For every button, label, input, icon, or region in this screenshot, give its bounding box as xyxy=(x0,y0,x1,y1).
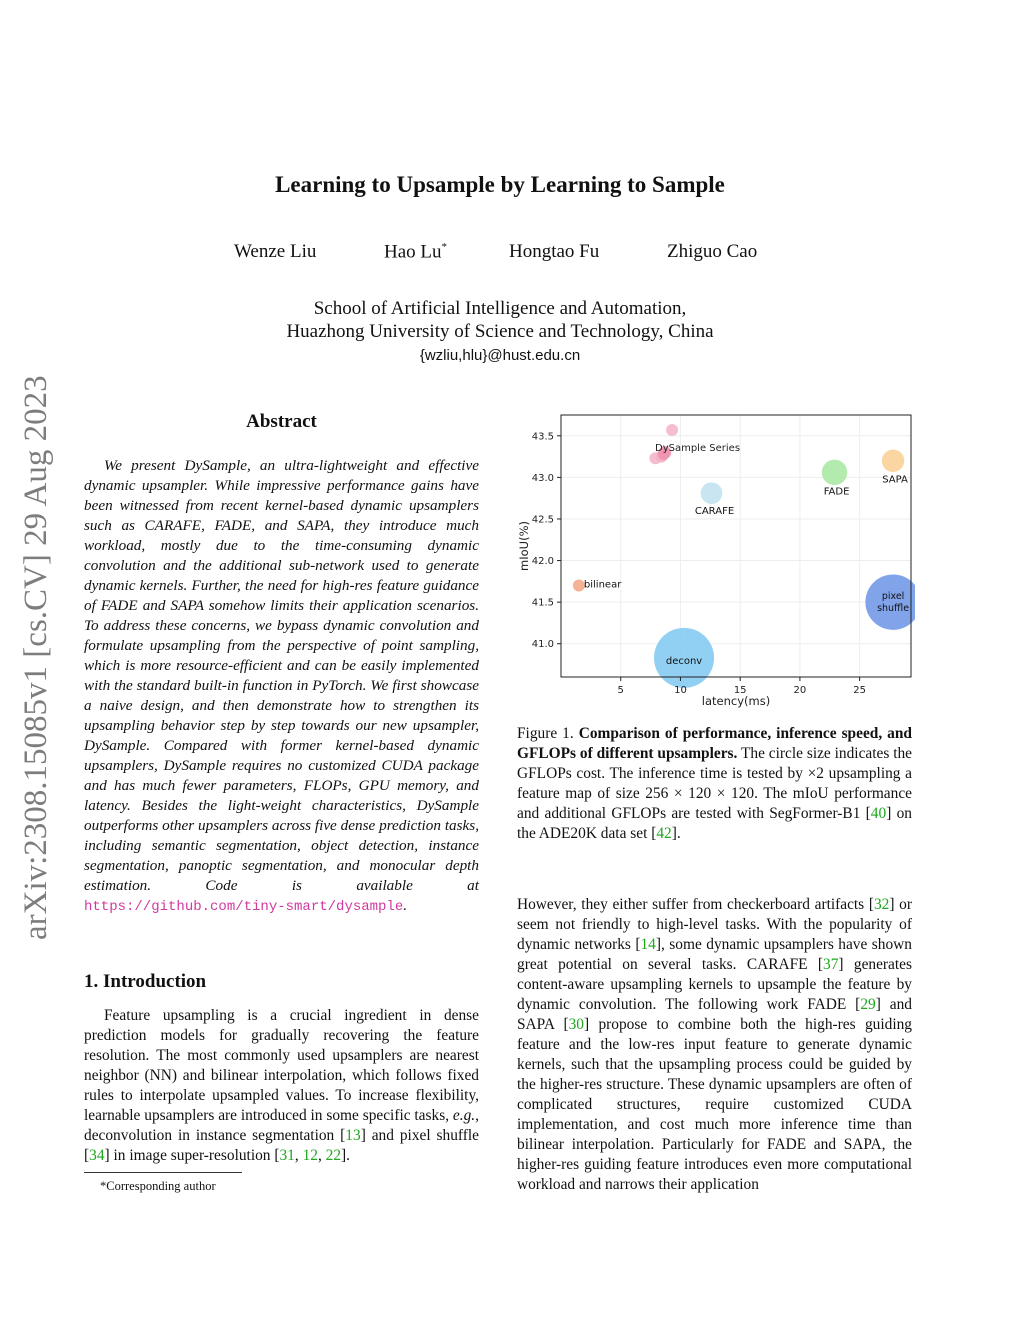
annotation-dysample-series: DySample Series xyxy=(655,443,741,454)
y-tick-label: 42.0 xyxy=(531,556,554,568)
y-axis-label: mIoU(%) xyxy=(517,521,531,571)
intro-heading: 1. Introduction xyxy=(84,971,207,992)
chart-grid xyxy=(561,415,911,677)
point-label: bilinear xyxy=(583,579,622,591)
figure-1-caption: Figure 1. Comparison of performance, inference speed, and GFLOPs of different upsamplers. The circle size indicates the GFLOPs cost. The inference time is tested by ×2 upsampling a feature map of size 256 × 120 × 120. The mIoU performance and additional GFLOPs are tested with SegFormer-B1 [40] on the ADE20K data set [42]. xyxy=(517,725,912,842)
author-4: Zhiguo Cao xyxy=(667,241,758,262)
citation-link[interactable]: 40 xyxy=(870,805,887,822)
paper-title: Learning to Upsample by Learning to Sample xyxy=(275,172,725,197)
point-carafe xyxy=(701,482,723,504)
citation-link[interactable]: 37 xyxy=(823,956,839,973)
y-tick-label: 43.5 xyxy=(531,431,554,443)
citation-link[interactable]: 12 xyxy=(302,1147,318,1164)
point-label: CARAFE xyxy=(694,506,735,518)
code-link[interactable]: https://github.com/tiny-smart/dysample xyxy=(84,899,404,915)
point-fade xyxy=(822,460,847,485)
citation-link[interactable]: 32 xyxy=(873,896,890,913)
affiliation-line-1: School of Artificial Intelligence and Automation, xyxy=(313,298,687,319)
intro-paragraph: Feature upsampling is a crucial ingredient in dense prediction models for gradually recovering the feature resolution. The most commonly used upsamplers are nearest neighbor (NN) and bilinear interpolation, which follows fixed rules to interpolate upsampled values. To increase flexibility, learnable upsamplers are introduced in some specific tasks, e.g., deconvolution in instance segmentation [13] and pixel shuffle [34] in image super-resolution [31, 12, 22]. xyxy=(84,1007,480,1164)
chart-point-labels xyxy=(584,475,909,667)
citation-link[interactable]: 34 xyxy=(89,1147,105,1164)
citation-link[interactable]: 13 xyxy=(345,1127,361,1144)
x-tick-label: 15 xyxy=(733,685,747,696)
footnote-rule xyxy=(84,1172,242,1173)
x-tick-label: 20 xyxy=(793,685,807,696)
y-tick-label: 42.5 xyxy=(531,514,554,526)
citation-link[interactable]: 29 xyxy=(860,996,876,1013)
point-label: FADE xyxy=(823,486,850,498)
figure-1-chart xyxy=(510,404,915,709)
author-1: Wenze Liu xyxy=(234,241,317,262)
point-label: deconv xyxy=(665,655,703,667)
citation-link[interactable]: 14 xyxy=(640,936,656,953)
x-tick-label: 5 xyxy=(617,685,624,696)
author-2: Hao Lu* xyxy=(384,241,448,263)
footnote: *Corresponding author xyxy=(100,1179,216,1193)
author-3: Hongtao Fu xyxy=(509,241,600,262)
citation-link[interactable]: 30 xyxy=(568,1016,584,1033)
y-tick-label: 41.0 xyxy=(531,639,554,651)
affiliation-line-2: Huazhong University of Science and Technology, China xyxy=(286,321,714,342)
point-dysample-1 xyxy=(666,424,678,436)
arxiv-sidebar-id: arXiv:2308.15085v1 [cs.CV] 29 Aug 2023 xyxy=(18,375,54,940)
abstract-heading: Abstract xyxy=(246,411,317,432)
y-tick-label: 43.0 xyxy=(531,472,554,484)
x-axis-label: latency(ms) xyxy=(701,694,771,708)
chart-points xyxy=(573,424,915,688)
x-tick-label: 25 xyxy=(853,685,867,696)
author-email: {wzliu,hlu}@hust.edu.cn xyxy=(419,347,581,364)
right-column-paragraph: However, they either suffer from checkerboard artifacts [32] or seem not friendly to high-level tasks. With the popularity of dynamic networks [14], some dynamic upsamplers have shown great potential on several tasks. CARAFE [37] generates content-aware upsampling kernels to upsample the feature by dynamic convolution. The following work FADE [29] and SAPA [30] propose to combine both the high-res guiding feature and the low-res input feature to generate dynamic kernels, such that the upsampling process could be guided by the higher-res structure. These dynamic upsamplers are often of complicated structures, require customized CUDA implementation, and cost much more inference time than bilinear interpolation. Particularly for FADE and SAPA, the higher-res guiding feature introduces even more computational workload and narrows their application xyxy=(517,896,912,1193)
point-label: SAPA xyxy=(882,474,908,486)
citation-link[interactable]: 31 xyxy=(279,1147,295,1164)
x-tick-label: 10 xyxy=(674,685,687,696)
plot-frame xyxy=(561,415,911,677)
abstract-text: We present DySample, an ultra-lightweight and effective dynamic upsampler. While impressive performance gains have been witnessed from recent kernel-based dynamic upsamplers such as CARAFE, FADE, and SAPA, they introduce much workload, mostly due to the time-consuming dynamic convolution and the additional sub-network used to generate dynamic kernels. Further, the need for high-res feature guidance of FADE and SAPA somehow limits their application scenarios. To address these concerns, we bypass dynamic convolution and formulate upsampling from the perspective of point sampling, which is more resource-efficient and can be easily implemented with the standard built-in function in PyTorch. We first showcase a naive design, and then demonstrate how to strengthen its upsampling behavior step by step towards our new upsampler, DySample. Compared with former kernel-based dynamic upsamplers, DySample requires no customized CUDA package and has much fewer parameters, FLOPs, GPU memory, and latency. Besides the light-weight characteristics, DySample outperforms other upsamplers across five dense prediction tasks, including semantic segmentation, object detection, instance segmentation, panoptic segmentation, and monocular depth estimation. Code is available at https://github.com/tiny-smart/dysample. xyxy=(84,457,479,915)
citation-link[interactable]: 22 xyxy=(325,1147,342,1164)
y-tick-label: 41.5 xyxy=(531,597,554,609)
point-label: pixel shuffle xyxy=(877,591,910,615)
citation-link[interactable]: 42 xyxy=(656,825,672,842)
point-sapa xyxy=(882,450,904,472)
